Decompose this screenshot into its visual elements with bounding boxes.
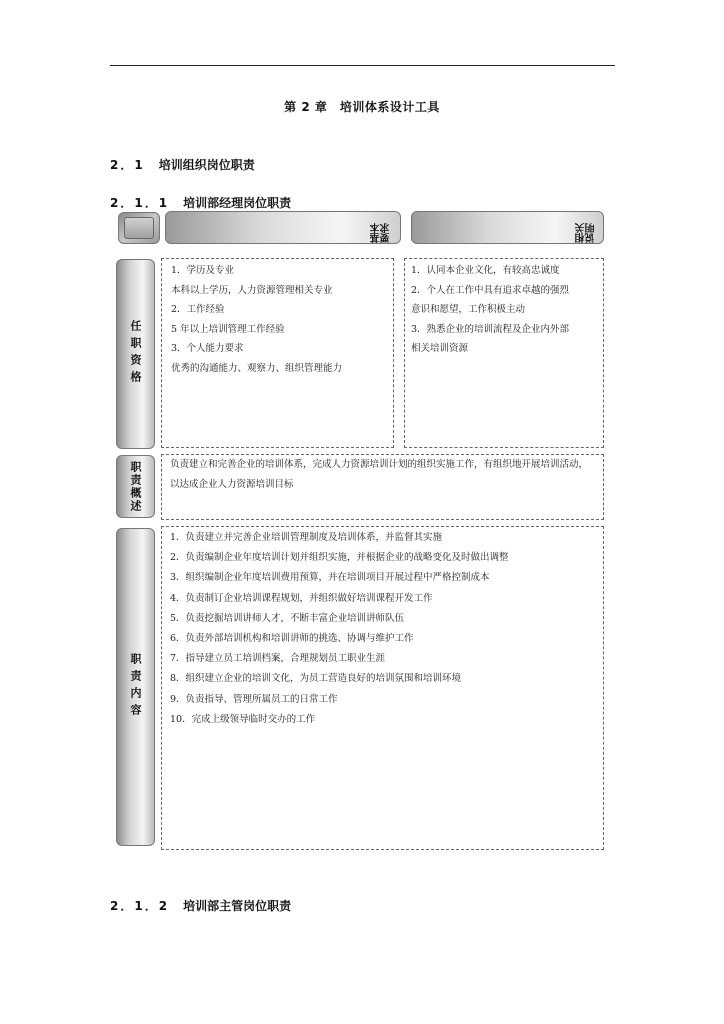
list-item: 7．指导建立员工培训档案，合理规划员工职业生涯 [170,653,386,665]
table-corner-cell [118,212,160,244]
list-item: 1．负责建立并完善企业培训管理制度及培训体系，并监督其实施 [170,532,443,543]
list-item: 4．负责制订企业培训课程规划，并组织做好培训课程开发工作 [170,592,433,604]
next-subsection-title: 培训部主管岗位职责 [183,899,292,913]
list-item: 本科以上学历，人力资源管理相关专业 [171,284,333,296]
list-item: 8．组织建立企业的培训文化，为员工营造良好的培训氛围和培训环境 [170,673,462,685]
list-item: 2．个人在工作中具有追求卓越的强烈 [411,284,570,296]
related-notes-cell [404,258,604,448]
list-item: 5．负责挖掘培训讲师人才，不断丰富企业培训讲师队伍 [170,612,405,624]
chapter-title: 第 2 章 培训体系设计工具 [284,100,440,114]
duties-cell [161,526,604,850]
header-basic-requirements [165,211,401,244]
section-number: 2．1 [110,158,145,172]
list-item: 10．完成上级领导临时交办的工作 [170,713,316,725]
duties-list [162,527,603,730]
header-related-notes [411,211,604,244]
table-corner-inner [124,217,154,239]
related-notes-list [405,259,603,359]
row-label-duties-text: 职责内容 [129,653,142,721]
row-label-duties [116,528,155,846]
list-item: 1．学历及专业 [171,265,235,276]
header-related-label: 相关说明 [576,223,597,243]
header-basic-label: 基本要求 [371,223,392,243]
overview-cell [161,454,604,520]
list-item: 6．负责外部培训机构和培训讲师的挑选、协调与维护工作 [170,633,414,645]
list-item: 优秀的沟通能力、观察力、组织管理能力 [171,362,343,374]
row-label-overview-text: 职责概述 [129,460,142,513]
row-label-overview [116,455,155,518]
list-item: 意识和愿望，工作积极主动 [411,304,526,315]
list-item: 9．负责指导、管理所属员工的日常工作 [170,693,338,705]
subsection-number: 2．1．1 [110,196,170,210]
list-item: 3．熟悉企业的培训流程及企业内外部 [411,323,570,335]
basic-requirements-cell [161,258,394,448]
list-item: 2．负责编制企业年度培训计划并组织实施，并根据企业的战略变化及时做出调整 [170,552,509,564]
list-item: 3．个人能力要求 [171,343,244,354]
list-item: 3．组织编制企业年度培训费用预算，并在培训项目开展过程中严格控制成本 [170,572,490,584]
next-subsection-number: 2．1．2 [110,899,170,913]
row-label-qualification [116,259,155,449]
section-heading [110,156,255,173]
list-item: 相关培训资源 [411,343,469,354]
subsection-title: 培训部经理岗位职责 [183,196,292,210]
basic-requirements-list [162,259,393,378]
overview-text: 负责建立和完善企业的培训体系，完成人力资源培训计划的组织实施工作，有组织地开展培训活动，以达成企业人力资源培训目标 [170,459,589,490]
subsection-heading [110,194,291,211]
list-item: 5 年以上培训管理工作经验 [171,323,285,335]
row-label-qualification-text: 任职资格 [129,320,142,388]
list-item: 2．工作经验 [171,304,225,315]
section-title: 培训组织岗位职责 [158,158,255,172]
next-subsection-heading [110,897,291,914]
top-rule [110,65,615,66]
list-item: 1．认同本企业文化，有较高忠诚度 [411,265,560,276]
